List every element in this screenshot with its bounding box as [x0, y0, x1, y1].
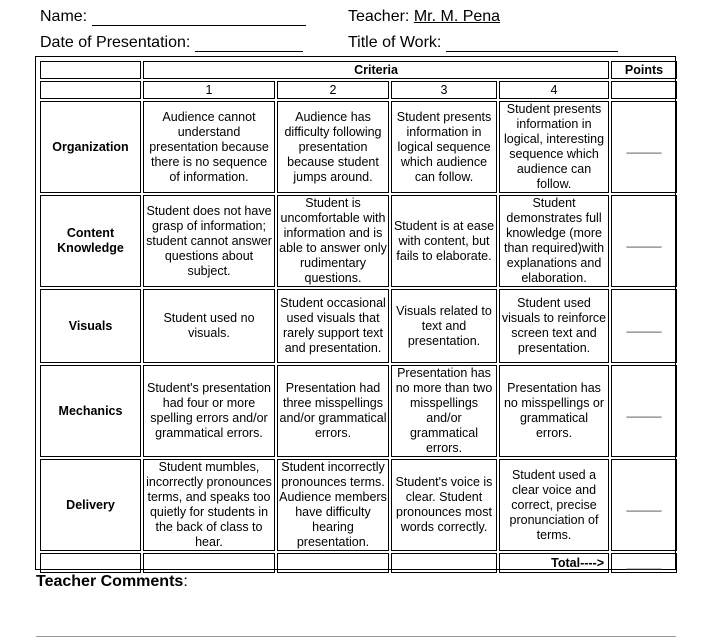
table-row [40, 195, 677, 287]
title-blank[interactable] [446, 35, 618, 52]
table-row [40, 365, 677, 457]
cell-mechanics-3: Presentation has no more than two misspellings and/or grammatical errors. [391, 365, 497, 457]
rubric-table-frame [35, 56, 676, 570]
total-points[interactable]: _____ [611, 553, 677, 573]
cell-content-knowledge-3: Student is at ease with content, but fails to elaborate. [391, 195, 497, 287]
category-visuals: Visuals [40, 289, 141, 363]
category-mechanics: Mechanics [40, 365, 141, 457]
points-content-knowledge[interactable]: _____ [611, 195, 677, 287]
cell-visuals-1: Student used no visuals. [143, 289, 275, 363]
category-organization: Organization [40, 101, 141, 193]
cell-delivery-4: Student used a clear voice and correct, precise pronunciation of terms. [499, 459, 609, 551]
criteria-heading: Criteria [143, 61, 609, 79]
teacher-comments-label [36, 573, 188, 591]
cell-visuals-4: Student used visuals to reinforce screen text and presentation. [499, 289, 609, 363]
corner-cell [40, 61, 141, 79]
points-visuals[interactable]: _____ [611, 289, 677, 363]
total-blank-1 [40, 553, 141, 573]
level-1: 1 [143, 81, 275, 99]
levels-row [40, 81, 677, 99]
cell-content-knowledge-4: Student demonstrates full knowledge (more than required)with explanations and elaboration. [499, 195, 609, 287]
category-content-knowledge: Content Knowledge [40, 195, 141, 287]
cell-mechanics-4: Presentation has no misspellings or grammatical errors. [499, 365, 609, 457]
cell-delivery-2: Student incorrectly pronounces terms. Audience members have difficulty hearing presentation. [277, 459, 389, 551]
level-4: 4 [499, 81, 609, 99]
cell-mechanics-2: Presentation had three misspellings and/or grammatical errors. [277, 365, 389, 457]
teacher-label: Teacher: [348, 8, 410, 25]
cell-content-knowledge-1: Student does not have grasp of information; student cannot answer questions about subject. [143, 195, 275, 287]
teacher-comments-colon: : [183, 573, 188, 590]
cell-delivery-1: Student mumbles, incorrectly pronounces terms, and speaks too quietly for students in the back of class to hear. [143, 459, 275, 551]
teacher-field [348, 8, 500, 26]
cell-organization-1: Audience cannot understand presentation because there is no sequence of information. [143, 101, 275, 193]
cell-organization-2: Audience has difficulty following presentation because student jumps around. [277, 101, 389, 193]
levels-points-blank [611, 81, 677, 99]
category-delivery: Delivery [40, 459, 141, 551]
name-blank[interactable] [92, 9, 306, 26]
name-label: Name: [40, 8, 88, 25]
table-row [40, 101, 677, 193]
cell-visuals-3: Visuals related to text and presentation. [391, 289, 497, 363]
title-field [348, 34, 618, 52]
table-row [40, 289, 677, 363]
total-blank-2 [143, 553, 275, 573]
header-row [40, 61, 677, 79]
level-2: 2 [277, 81, 389, 99]
total-label: Total----> [499, 553, 609, 573]
date-field [40, 34, 303, 52]
points-delivery[interactable]: _____ [611, 459, 677, 551]
levels-corner [40, 81, 141, 99]
table-row [40, 459, 677, 551]
date-blank[interactable] [195, 35, 303, 52]
total-row [40, 553, 677, 573]
points-organization[interactable]: _____ [611, 101, 677, 193]
date-label: Date of Presentation: [40, 34, 191, 51]
teacher-comments-text: Teacher Comments [36, 573, 184, 590]
cell-content-knowledge-2: Student is uncomfortable with information and is able to answer only rudimentary questions. [277, 195, 389, 287]
level-3: 3 [391, 81, 497, 99]
cell-organization-3: Student presents information in logical sequence which audience can follow. [391, 101, 497, 193]
cell-mechanics-1: Student's presentation had four or more spelling errors and/or grammatical errors. [143, 365, 275, 457]
teacher-name: Mr. M. Pena [413, 8, 501, 25]
cell-delivery-3: Student's voice is clear. Student pronounces most words correctly. [391, 459, 497, 551]
total-blank-3 [277, 553, 389, 573]
total-blank-4 [391, 553, 497, 573]
rubric-table [38, 59, 679, 575]
cell-visuals-2: Student occasional used visuals that rarely support text and presentation. [277, 289, 389, 363]
points-heading: Points [611, 61, 677, 79]
cell-organization-4: Student presents information in logical, interesting sequence which audience can follow. [499, 101, 609, 193]
comment-line[interactable] [36, 636, 676, 637]
title-label: Title of Work: [348, 34, 442, 51]
points-mechanics[interactable]: _____ [611, 365, 677, 457]
name-field [40, 8, 306, 26]
